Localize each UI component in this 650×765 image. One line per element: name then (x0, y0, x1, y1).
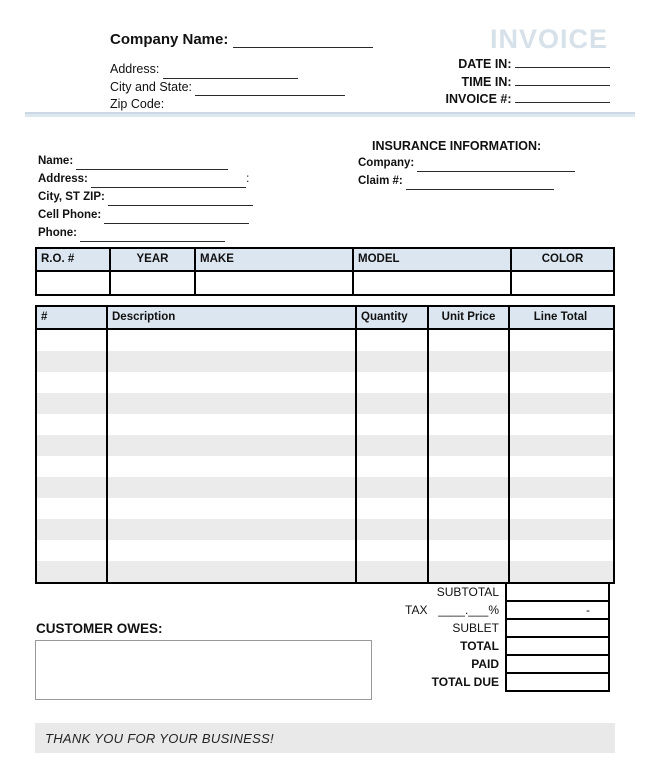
invoice-number-label: INVOICE #: (445, 92, 512, 106)
vehicle-cell-model[interactable] (352, 272, 510, 294)
items-table-row (37, 351, 613, 372)
item-cell-r9-c1[interactable] (37, 498, 106, 519)
item-cell-r1-c3[interactable] (355, 330, 427, 351)
item-cell-r11-c2[interactable] (106, 540, 355, 561)
items-table-row (37, 561, 613, 582)
customer-name-label: Name: (38, 155, 74, 167)
total-box[interactable] (505, 636, 610, 656)
item-cell-r11-c4[interactable] (427, 540, 508, 561)
item-cell-r3-c1[interactable] (37, 372, 106, 393)
item-cell-r11-c5[interactable] (508, 540, 611, 561)
company-name-label: Company Name: (110, 31, 229, 48)
tax-box[interactable]: - (505, 600, 610, 620)
items-table-row (37, 519, 613, 540)
item-cell-r4-c5[interactable] (508, 393, 611, 414)
item-cell-r2-c5[interactable] (508, 351, 611, 372)
item-cell-r5-c5[interactable] (508, 414, 611, 435)
items-header-number: # (41, 311, 48, 323)
item-cell-r7-c3[interactable] (355, 456, 427, 477)
item-cell-r12-c1[interactable] (37, 561, 106, 582)
company-address-block (110, 61, 345, 114)
item-cell-r7-c2[interactable] (106, 456, 355, 477)
vehicle-header-color: COLOR (510, 249, 613, 270)
vehicle-header-ro: R.O. # (41, 253, 75, 265)
thank-you-message: THANK YOU FOR YOUR BUSINESS! (45, 730, 274, 746)
vehicle-cell-year[interactable] (109, 272, 194, 294)
items-table-row (37, 435, 613, 456)
item-cell-r4-c1[interactable] (37, 393, 106, 414)
item-cell-r7-c4[interactable] (427, 456, 508, 477)
item-cell-r4-c4[interactable] (427, 393, 508, 414)
total-label: TOTAL (460, 639, 499, 653)
item-cell-r5-c4[interactable] (427, 414, 508, 435)
customer-info-block (38, 152, 253, 242)
items-body (37, 330, 613, 582)
tax-percent-blank[interactable]: ____.___% (438, 603, 499, 617)
insurance-company-field[interactable] (417, 160, 575, 172)
customer-name-field[interactable] (76, 158, 228, 170)
item-cell-r9-c2[interactable] (106, 498, 355, 519)
items-table-row (37, 477, 613, 498)
item-cell-r2-c2[interactable] (106, 351, 355, 372)
item-cell-r10-c5[interactable] (508, 519, 611, 540)
item-cell-r3-c4[interactable] (427, 372, 508, 393)
item-cell-r12-c4[interactable] (427, 561, 508, 582)
item-cell-r10-c1[interactable] (37, 519, 106, 540)
customer-phone-field[interactable] (80, 230, 225, 242)
insurance-info-block (358, 154, 575, 190)
item-cell-r2-c4[interactable] (427, 351, 508, 372)
vehicle-cell-make[interactable] (194, 272, 352, 294)
date-in-label: DATE IN: (458, 57, 512, 71)
total-due-box[interactable] (505, 672, 610, 692)
item-cell-r2-c3[interactable] (355, 351, 427, 372)
item-cell-r4-c2[interactable] (106, 393, 355, 414)
items-header-line-total: Line Total (508, 307, 611, 328)
items-header-quantity: Quantity (355, 307, 427, 328)
tax-row (300, 600, 615, 620)
items-table-row (37, 393, 613, 414)
customer-cell-phone-label: Cell Phone: (38, 209, 102, 221)
city-state-label: City and State: (110, 79, 192, 94)
item-cell-r8-c3[interactable] (355, 477, 427, 498)
item-cell-r10-c3[interactable] (355, 519, 427, 540)
customer-owes-box[interactable] (35, 640, 372, 700)
vehicle-cell-color[interactable] (510, 272, 613, 294)
items-table-row (37, 540, 613, 561)
item-cell-r3-c5[interactable] (508, 372, 611, 393)
item-cell-r11-c3[interactable] (355, 540, 427, 561)
item-cell-r10-c4[interactable] (427, 519, 508, 540)
item-cell-r8-c2[interactable] (106, 477, 355, 498)
vehicle-table (35, 247, 615, 296)
insurance-claim-label: Claim #: (358, 175, 403, 187)
item-cell-r3-c3[interactable] (355, 372, 427, 393)
customer-phone-label: Phone: (38, 227, 77, 239)
items-header-unit-price: Unit Price (427, 307, 508, 328)
time-in-field[interactable] (515, 74, 610, 86)
vehicle-header-make: MAKE (194, 249, 352, 270)
customer-address-field[interactable] (91, 176, 246, 188)
section-divider (25, 112, 635, 117)
item-cell-r5-c2[interactable] (106, 414, 355, 435)
subtotal-row (300, 582, 615, 602)
item-cell-r1-c1[interactable] (37, 330, 106, 351)
customer-cell-phone-field[interactable] (104, 212, 249, 224)
subtotal-box[interactable] (505, 582, 610, 602)
item-cell-r8-c1[interactable] (37, 477, 106, 498)
items-table-row (37, 414, 613, 435)
insurance-company-label: Company: (358, 157, 415, 169)
vehicle-header-model: MODEL (352, 249, 510, 270)
item-cell-r1-c5[interactable] (508, 330, 611, 351)
city-state-field[interactable] (195, 84, 345, 96)
item-cell-r10-c2[interactable] (106, 519, 355, 540)
footer-bar (35, 723, 615, 753)
item-cell-r12-c3[interactable] (355, 561, 427, 582)
item-cell-r12-c2[interactable] (106, 561, 355, 582)
customer-city-zip-field[interactable] (108, 194, 253, 206)
paid-label: PAID (471, 657, 499, 671)
item-cell-r6-c3[interactable] (355, 435, 427, 456)
vehicle-cell-ro[interactable] (37, 272, 109, 294)
items-header-description: Description (106, 307, 355, 328)
item-cell-r7-c5[interactable] (508, 456, 611, 477)
invoice-meta-block (430, 56, 610, 109)
invoice-number-field[interactable] (515, 91, 610, 103)
items-table-row (37, 456, 613, 477)
date-in-field[interactable] (515, 56, 610, 68)
item-cell-r8-c5[interactable] (508, 477, 611, 498)
address-label: Address: (110, 62, 160, 76)
customer-city-zip-label: City, ST ZIP: (38, 191, 105, 203)
vehicle-table-header (37, 249, 613, 272)
customer-address-suffix: : (246, 173, 250, 185)
item-cell-r11-c1[interactable] (37, 540, 106, 561)
address-field[interactable] (163, 67, 298, 79)
subtotal-label: SUBTOTAL (436, 585, 499, 599)
item-cell-r1-c2[interactable] (106, 330, 355, 351)
items-table-row (37, 372, 613, 393)
sublet-box[interactable] (505, 618, 610, 638)
vehicle-table-row (37, 272, 613, 294)
insurance-claim-field[interactable] (406, 178, 554, 190)
company-name-field[interactable] (233, 36, 373, 48)
item-cell-r6-c4[interactable] (427, 435, 508, 456)
insurance-section-title: INSURANCE INFORMATION: (372, 139, 542, 153)
item-cell-r9-c4[interactable] (427, 498, 508, 519)
company-name-row (110, 31, 373, 48)
item-cell-r12-c5[interactable] (508, 561, 611, 582)
items-table (35, 305, 615, 584)
items-table-row (37, 330, 613, 351)
total-due-label: TOTAL DUE (431, 675, 499, 689)
items-table-header (37, 307, 613, 330)
item-cell-r2-c1[interactable] (37, 351, 106, 372)
item-cell-r9-c3[interactable] (355, 498, 427, 519)
item-cell-r6-c2[interactable] (106, 435, 355, 456)
item-cell-r6-c1[interactable] (37, 435, 106, 456)
customer-owes-label: CUSTOMER OWES: (36, 621, 163, 636)
customer-address-label: Address: (38, 173, 88, 185)
item-cell-r6-c5[interactable] (508, 435, 611, 456)
time-in-label: TIME IN: (461, 74, 512, 89)
item-cell-r9-c5[interactable] (508, 498, 611, 519)
item-cell-r3-c2[interactable] (106, 372, 355, 393)
zip-code-label: Zip Code: (110, 97, 165, 111)
item-cell-r5-c3[interactable] (355, 414, 427, 435)
item-cell-r5-c1[interactable] (37, 414, 106, 435)
vehicle-header-year: YEAR (109, 249, 194, 270)
item-cell-r4-c3[interactable] (355, 393, 427, 414)
item-cell-r1-c4[interactable] (427, 330, 508, 351)
items-table-row (37, 498, 613, 519)
sublet-row (300, 618, 615, 638)
invoice-title: INVOICE (489, 24, 608, 54)
item-cell-r8-c4[interactable] (427, 477, 508, 498)
tax-label: TAX (405, 603, 428, 617)
sublet-label: SUBLET (452, 621, 499, 635)
item-cell-r7-c1[interactable] (37, 456, 106, 477)
paid-box[interactable] (505, 654, 610, 674)
